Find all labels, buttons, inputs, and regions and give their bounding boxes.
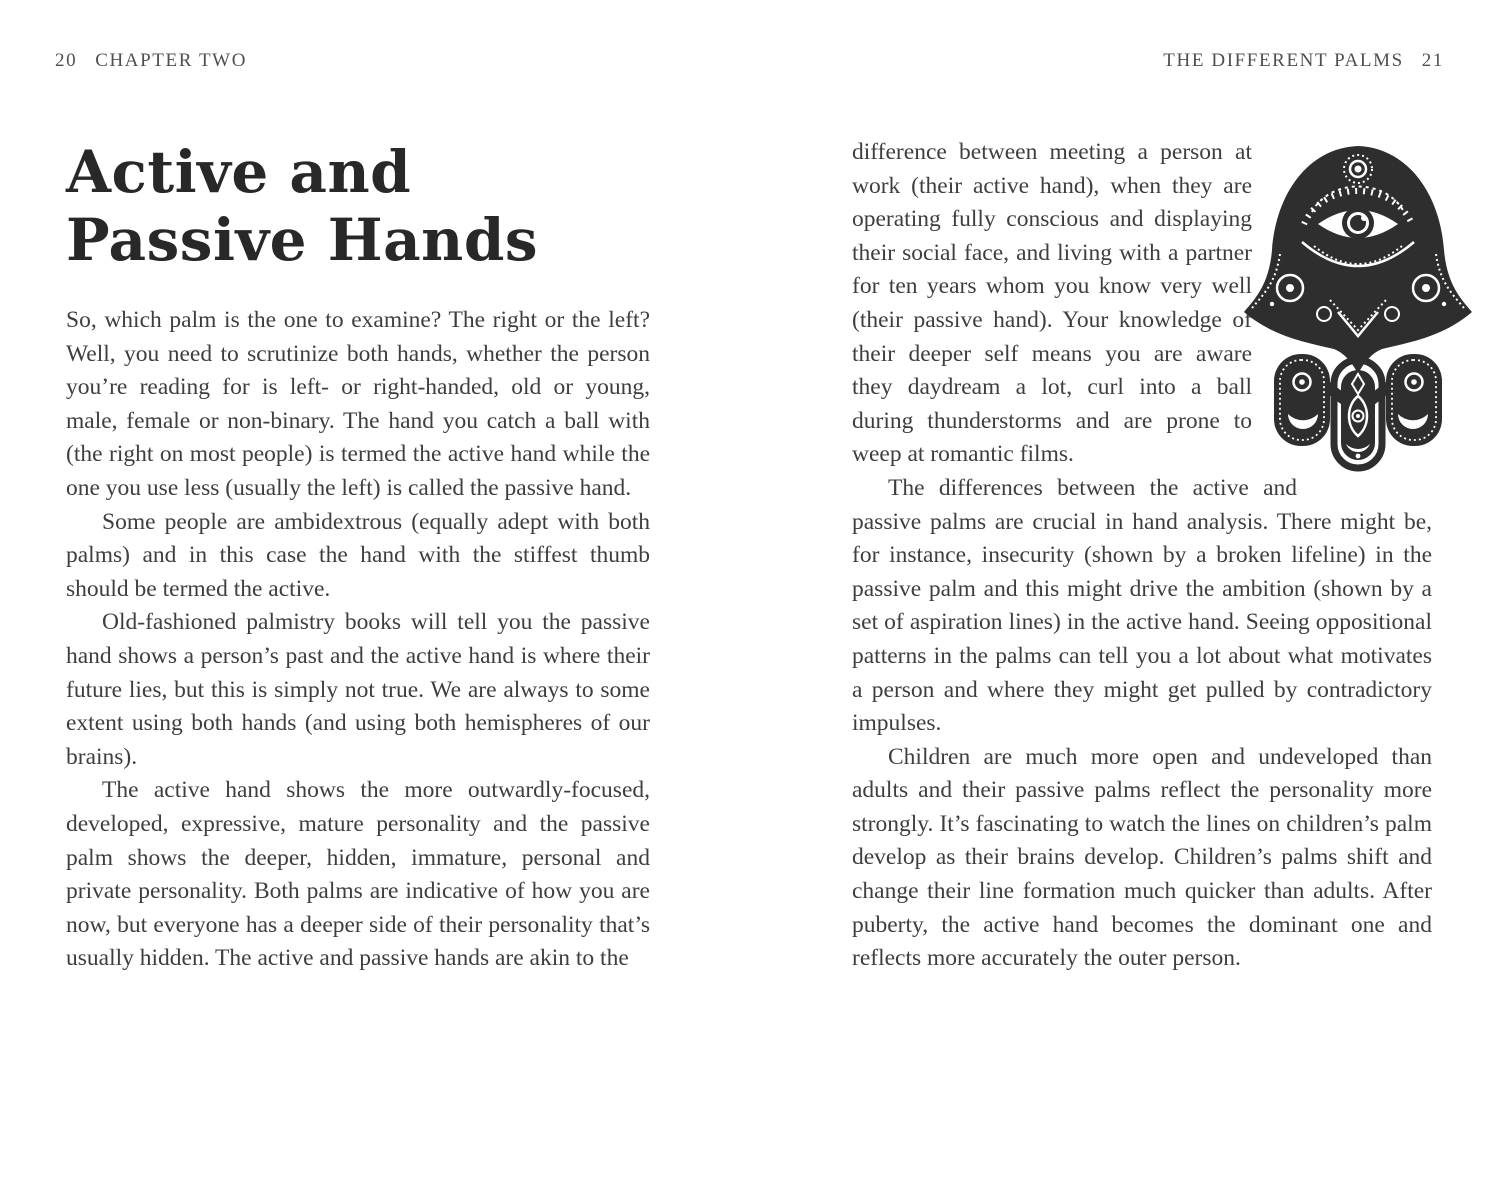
hamsa-hand-illustration — [1262, 136, 1432, 484]
left-page-body — [66, 304, 650, 976]
hamsa-hand-graphic — [1238, 142, 1478, 472]
paragraph: difference between meeting a person at work (their active hand), when they are operating fully conscious and displaying their social face, and living with a partner for ten years whom you know very well (their passive hand). Your knowledge of their deeper self means you are aware they daydream a lot, curl into a ball during thunderstorms and are prone to weep at romantic films. — [852, 139, 1252, 468]
paragraph: Some people are ambidextrous (equally adept with both palms) and in this case the hand with the stiffest thumb should be termed the active. — [66, 508, 650, 602]
paragraph: The differences between the active and passive palms are crucial in hand analysis. There might be, for instance, insecurity (shown by a broken lifeline) in the passive palm and this might drive the ambition (shown by a set of aspiration lines) in the active hand. Seeing oppositional patterns in the palms can tell you a lot about what motivates a person and where they might get pulled by contradictory impulses. — [852, 474, 1432, 737]
right-page-body — [852, 136, 1432, 976]
right-running-header: THE DIFFERENT PALMS — [1163, 50, 1404, 71]
paragraph: So, which palm is the one to examine? The right or the left? Well, you need to scrutinize both hands, whether the person you’re reading for is left- or right-handed, old or young, male, female or non-binary. The hand you catch a ball with (the right on most people) is termed the active hand while the one you use less (usually the left) is called the passive hand. — [66, 307, 650, 501]
chapter-title — [66, 138, 538, 274]
left-page-header — [55, 50, 247, 72]
chapter-title-line-2: Passive Hands — [66, 206, 539, 274]
left-running-header: CHAPTER TWO — [95, 50, 248, 71]
paragraph: Children are much more open and undeveloped than adults and their passive palms reflect the personality more strongly. It’s fascinating to watch the lines on children’s palm develop as their brains develop. Children’s palms shift and change their line formation much quicker than adults. After puberty, the active hand becomes the dominant one and reflects more accurately the outer person. — [852, 743, 1432, 972]
right-page-number: 21 — [1421, 50, 1444, 71]
right-page-header — [1163, 50, 1444, 72]
chapter-title-line-1: Active and — [66, 138, 412, 206]
paragraph: The active hand shows the more outwardly-focused, developed, expressive, mature personality and the passive palm shows the deeper, hidden, immature, personal and private personality. Both palms are indicative of how you are now, but everyone has a deeper side of their personality that’s usually hidden. The active and passive hands are akin to the — [66, 777, 650, 972]
paragraph: Old-fashioned palmistry books will tell you the passive hand shows a person’s past and the active hand is where their future lies, but this is simply not true. We are always to some extent using both hands (and using both hemispheres of our brains). — [66, 609, 650, 770]
left-page-number: 20 — [55, 50, 78, 71]
